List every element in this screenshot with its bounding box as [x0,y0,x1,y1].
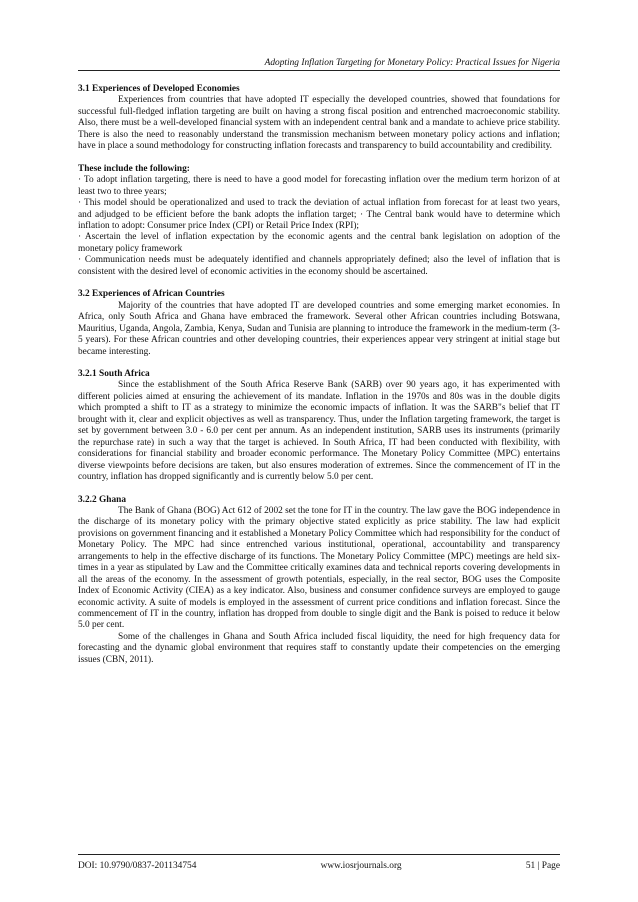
paragraph-3-2-2-b: Some of the challenges in Ghana and South Africa included fiscal liquidity, the need for high frequency data for forecasting and the dynamic global environment that requires staff to constantly update their competencies on the emerging issues (CBN, 2011). [78,631,560,665]
footer-page-number: 51 | Page [525,861,560,871]
paragraph-3-2: Majority of the countries that have adopted IT are developed countries and some emerging market economies. In Africa, only South Africa and Ghana have embraced the framework. Several other African countries including Botswana, Mauritius, Uganda, Angola, Zambia, Kenya, Sudan and Tunisia are planning to introduce the framework in the medium-term (3-5 years). For these African countries and other developing countries, their experiences appear very stringent at initial stage but became interesting. [78,300,560,357]
footer-website: www.iosrjournals.org [320,861,402,871]
paragraph-3-1: Experiences from countries that have adopted IT especially the developed countries, showed that foundations for successful full-fledged inflation targeting are built on having a strong fiscal position and entrenched macroeconomic stability. Also, there must be a well-developed financial system with an independent central bank and a mandate to achieve price stability. There is also the need to reasonably understand the transmission mechanism between monetary policy actions and inflation; have in place a sound methodology for constructing inflation forecasts and transparency to build accountability and credibility. [78,95,560,152]
body-content [78,84,560,666]
bullet-1: · To adopt inflation targeting, there is need to have a good model for forecasting inflation over the medium term horizon of at least two to three years; [78,175,560,197]
bullet-3: · Ascertain the level of inflation expectation by the economic agents and the central bank legislation on adoption of the monetary policy framework [78,232,560,254]
footer-doi: DOI: 10.9790/0837-201134754 [78,861,197,871]
running-title: Adopting Inflation Targeting for Monetary Policy: Practical Issues for Nigeria [264,58,560,68]
list-heading: These include the following: [78,163,190,174]
heading-3-1: 3.1 Experiences of Developed Economies [78,84,240,94]
paragraph-3-2-1: Since the establishment of the South Africa Reserve Bank (SARB) over 90 years ago, it has experimented with different policies aimed at ensuring the achievement of its mandate. Inflation in the 1970s and 80s was in the double digits which prompted a shift to IT as a strategy to minimize the economic impacts of inflation. It was the SARB"s belief that IT brought with it, clear and explicit objectives as well as transparency. Thus, under the Inflation targeting framework, the target is set by government between 3.0 - 6.0 per cent per annum. As an independent institution, SARB uses its instruments (primarily the repurchase rate) in such a way that the target is achieved. In South Africa, IT had been conducted with flexibility, with considerations for financial stability and broader economic performance. The Monetary Policy Committee (MPC) entertains diverse viewpoints before decisions are taken, but also ensures moderation of extremes. Since the commencement of IT in the country, inflation has dropped significantly and is currently below 5.0 per cent. [78,380,560,483]
paragraph-3-2-2-a: The Bank of Ghana (BOG) Act 612 of 2002 set the tone for IT in the country. The law gave the BOG independence in the discharge of its monetary policy with the primary objective stated explicitly as price stability. The law had explicit provisions on government financing and it established a Monetary Policy Committee which had responsibility for the conduct of Monetary Policy. The MPC had since entrenched various institutional, operational, accountability and transparency arrangements to help in the effective discharge of its functions. The Monetary Policy Committee (MPC) meetings are held six-times in a year as stipulated by Law and the Committee critically examines data and technical reports covering developments in all the areas of the economy. In the assessment of growth potentials, especially, in the real sector, BOG uses the Composite Index of Economic Activity (CIEA) as a key indicator. Also, business and consumer confidence surveys are employed to gauge economic activity. A suite of models is employed in the assessment of current price conditions and inflation forecast. Since the commencement of IT in the country, inflation has dropped from double to single digit and the Bank is poised to reduce it below 5.0 per cent. [78,505,560,631]
bullet-2: · This model should be operationalized and used to track the deviation of actual inflation from forecast for at least two years, and adjudged to be efficient before the bank adopts the inflation target; · The Central bank would have to determine which inflation to adopt: Consumer price Index (CPI) or Retail Price Index (RPI); [78,198,560,231]
heading-3-2-1: 3.2.1 South Africa [78,368,150,379]
heading-3-2: 3.2 Experiences of African Countries [78,289,225,300]
heading-3-2-2: 3.2.2 Ghana [78,494,127,505]
running-header [78,58,560,71]
bullet-4: · Communication needs must be adequately identified and channels appropriately defined; also the level of inflation that is consistent with the desired level of economic activities in the economy should be ascertained. [78,255,560,277]
page-footer [78,854,560,871]
